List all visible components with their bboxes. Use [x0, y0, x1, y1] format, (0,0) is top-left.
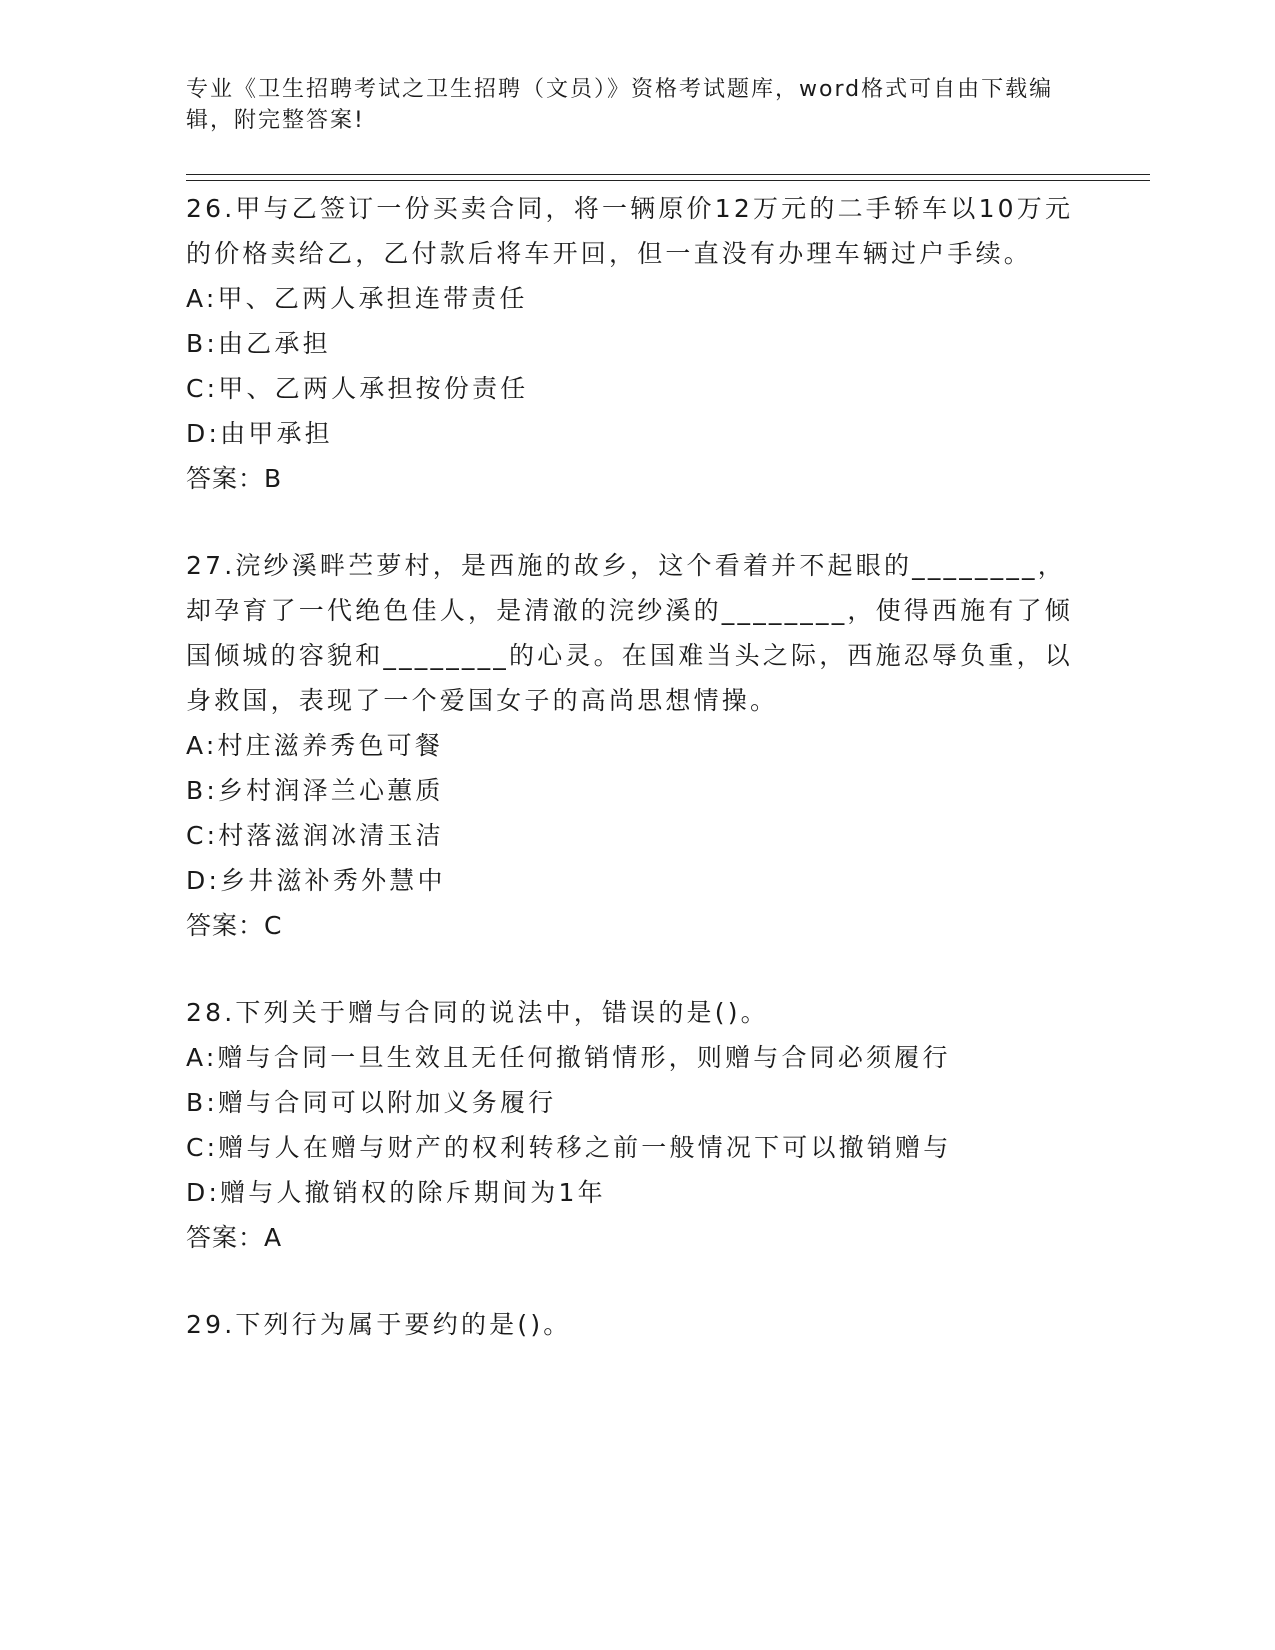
question-text: 29.下列行为属于要约的是()。: [186, 1310, 572, 1339]
question-28: [186, 990, 1086, 1260]
option-b: B:赠与合同可以附加义务履行: [186, 1088, 557, 1117]
option-a: A:甲、乙两人承担连带责任: [186, 284, 528, 313]
answer-line: 答案：B: [186, 464, 283, 493]
option-a: A:赠与合同一旦生效且无任何撤销情形，则赠与合同必须履行: [186, 1043, 951, 1072]
question-text: 28.下列关于赠与合同的说法中，错误的是()。: [186, 998, 769, 1027]
option-c: C:村落滋润冰清玉洁: [186, 821, 444, 850]
option-d: D:乡井滋补秀外慧中: [186, 866, 446, 895]
question-29: [186, 1302, 1086, 1347]
header-divider-bottom: [186, 180, 1150, 181]
question-text: 27.浣纱溪畔苎萝村，是西施的故乡，这个看着并不起眼的________，却孕育了一代绝色佳人，是清澈的浣纱溪的________，使得西施有了倾国倾城的容貌和________的心灵。在国难当头之际，西施忍辱负重，以身救国，表现了一个爱国女子的高尚思想情操。: [186, 551, 1074, 715]
document-header: 专业《卫生招聘考试之卫生招聘（文员）》资格考试题库，word格式可自由下载编辑，附完整答案!: [186, 77, 1054, 133]
answer-line: 答案：A: [186, 1223, 283, 1252]
option-d: D:赠与人撤销权的除斥期间为1年: [186, 1178, 606, 1207]
question-26: [186, 186, 1086, 501]
question-spacer: [186, 501, 1086, 543]
option-b: B:由乙承担: [186, 329, 331, 358]
question-text: 26.甲与乙签订一份买卖合同，将一辆原价12万元的二手轿车以10万元的价格卖给乙，乙付款后将车开回，但一直没有办理车辆过户手续。: [186, 194, 1074, 268]
question-spacer: [186, 1260, 1086, 1302]
option-c: C:赠与人在赠与财产的权利转移之前一般情况下可以撤销赠与: [186, 1133, 952, 1162]
question-list: [186, 186, 1086, 1347]
option-c: C:甲、乙两人承担按份责任: [186, 374, 529, 403]
header-divider-top: [186, 174, 1150, 175]
question-spacer: [186, 948, 1086, 990]
question-27: [186, 543, 1086, 948]
answer-line: 答案：C: [186, 911, 283, 940]
option-d: D:由甲承担: [186, 419, 333, 448]
option-b: B:乡村润泽兰心蕙质: [186, 776, 444, 805]
option-a: A:村庄滋养秀色可餐: [186, 731, 444, 760]
